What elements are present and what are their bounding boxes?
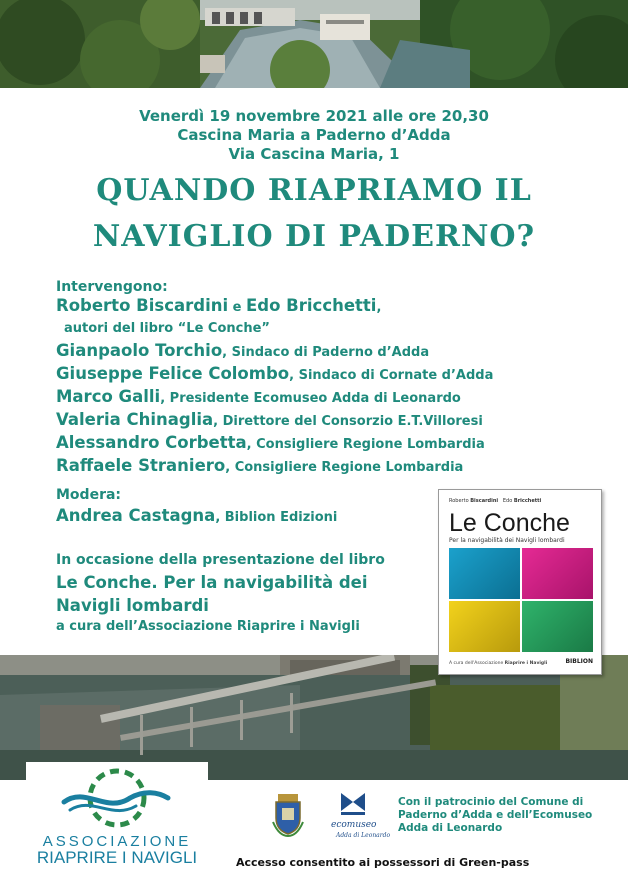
speaker-role: , Sindaco di Paderno d’Adda: [222, 345, 430, 360]
speaker-row: [56, 364, 493, 383]
authors-book-note: autori del libro “Le Conche”: [64, 321, 270, 336]
speaker-name: Valeria Chinaglia: [56, 410, 214, 429]
ecomuseo-subtitle: Adda di Leonardo: [336, 832, 391, 839]
book-author-last: Biscardini: [470, 498, 499, 504]
ecomuseo-logo-icon: [338, 790, 368, 818]
book-authors: [449, 498, 541, 504]
speaker-role: , Direttore del Consorzio E.T.Villoresi: [213, 414, 483, 429]
book-publisher: BIBLION: [565, 658, 593, 665]
speaker-name: Marco Galli: [56, 387, 161, 406]
book-footer-text: A cura dell'Associazione: [449, 661, 504, 666]
access-notice: Accesso consentito ai possessori di Green-pass: [236, 856, 530, 869]
patronage-line: Adda di Leonardo: [398, 822, 503, 834]
cover-image-green: [522, 601, 593, 652]
moderator-name: Andrea Castagna: [56, 506, 216, 525]
page-title-line1: QUANDO RIAPRIAMO IL: [96, 173, 532, 208]
speaker-name: Roberto Biscardini: [56, 296, 229, 315]
speaker-role: , Consigliere Regione Lombardia: [246, 437, 485, 452]
book-author-last: Bricchetti: [513, 498, 542, 504]
moderator-row: [56, 506, 337, 525]
patronage-line: Paderno d’Adda e dell’Ecomuseo: [398, 809, 593, 821]
speaker-role: , Consigliere Regione Lombardia: [225, 460, 464, 475]
book-author-first: Roberto: [449, 498, 469, 504]
moderator-role: , Biblion Edizioni: [215, 510, 338, 525]
speaker-row: [56, 387, 461, 406]
canal-landscape-image: [0, 0, 628, 88]
occasion-curator: a cura dell’Associazione Riaprire i Navigli: [56, 619, 360, 634]
speaker-name: Raffaele Straniero: [56, 456, 226, 475]
occasion-book-title-line1: Le Conche. Per la navigabilità dei: [56, 573, 368, 592]
event-date: Venerdì 19 novembre 2021 alle ore 20,30: [139, 107, 489, 125]
event-venue: Cascina Maria a Paderno d’Adda: [177, 126, 451, 144]
association-logo-icon: [26, 762, 208, 832]
association-name-line2: RIAPRIRE I NAVIGLI: [36, 848, 198, 867]
cover-image-yellow: [449, 601, 520, 652]
book-subtitle: Per la navigabilità dei Navigli lombardi: [449, 537, 565, 544]
association-name-line1: ASSOCIAZIONE: [42, 833, 192, 850]
speaker-name: Alessandro Corbetta: [56, 433, 247, 452]
comune-crest-icon: [271, 792, 305, 838]
speaker-role: , Sindaco di Cornate d’Adda: [289, 368, 494, 383]
cover-image-blue: [449, 548, 520, 599]
speaker-row: [56, 410, 483, 429]
book-footer: [449, 661, 547, 666]
speaker-suffix: ,: [376, 300, 382, 315]
event-address: Via Cascina Maria, 1: [228, 145, 400, 163]
header-photo: [0, 0, 628, 88]
occasion-intro: In occasione della presentazione del libro: [56, 552, 385, 568]
speaker-name: Giuseppe Felice Colombo: [56, 364, 290, 383]
book-footer-bold: Riaprire i Navigli: [504, 661, 548, 666]
speaker-role: , Presidente Ecomuseo Adda di Leonardo: [160, 391, 461, 406]
speaker-row: [56, 456, 463, 475]
book-author-first: Edo: [502, 498, 513, 504]
speaker-row: [56, 341, 429, 360]
book-cover: [438, 489, 602, 675]
ecomuseo-name: ecomuseo: [331, 820, 377, 830]
speakers-label: Intervengono:: [56, 279, 168, 295]
speaker-name: Gianpaolo Torchio: [56, 341, 223, 360]
speaker-row: [56, 433, 485, 452]
moderator-label: Modera:: [56, 487, 122, 503]
page-title-line2: NAVIGLIO DI PADERNO?: [92, 219, 536, 254]
speaker-connector: e: [228, 300, 246, 315]
patronage-line: Con il patrocinio del Comune di: [398, 796, 584, 808]
speaker-authors: [56, 296, 381, 315]
cover-image-magenta: [522, 548, 593, 599]
occasion-book-title-line2: Navigli lombardi: [56, 596, 209, 615]
book-title: Le Conche: [449, 509, 570, 537]
speaker-name: Edo Bricchetti: [246, 296, 377, 315]
book-cover-images: [449, 548, 593, 652]
